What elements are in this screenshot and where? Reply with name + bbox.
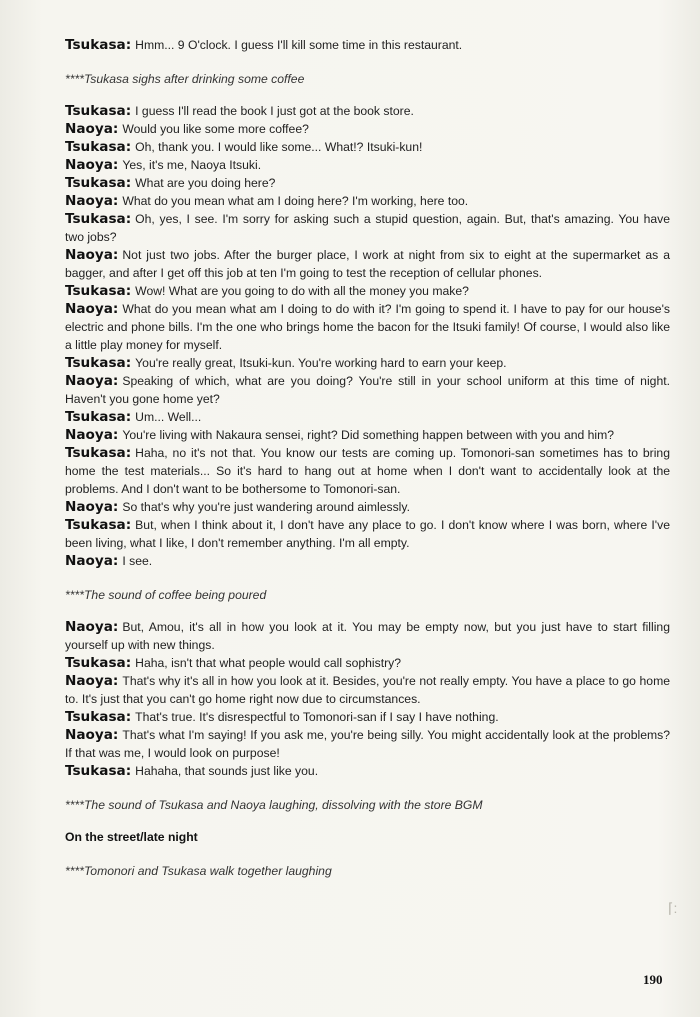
dialogue-line [65, 552, 670, 570]
dialogue-text: What are you doing here? [135, 176, 276, 190]
dialogue-line [65, 282, 670, 300]
speaker-name: Naoya: [65, 499, 119, 515]
stage-note: ****Tomonori and Tsukasa walk together laughing [65, 864, 332, 878]
dialogue-line [65, 102, 670, 120]
speaker-name: Tsukasa: [65, 103, 132, 119]
dialogue-line [65, 192, 670, 210]
speaker-name: Naoya: [65, 373, 119, 389]
speaker-name: Naoya: [65, 121, 119, 137]
speaker-name: Tsukasa: [65, 763, 132, 779]
dialogue-line [65, 444, 670, 498]
dialogue-text: That's true. It's disrespectful to Tomonori-san if I say I have nothing. [135, 710, 499, 724]
dialogue-text: Would you like some more coffee? [122, 122, 309, 136]
speaker-name: Naoya: [65, 157, 119, 173]
speaker-name: Naoya: [65, 193, 119, 209]
speaker-name: Tsukasa: [65, 175, 132, 191]
stage-note: ****The sound of coffee being poured [65, 588, 267, 602]
dialogue-line [65, 672, 670, 708]
dialogue-line [65, 156, 670, 174]
dialogue-text: Speaking of which, what are you doing? You're still in your school uniform at this time of night. Haven't you gone home yet? [65, 374, 670, 406]
script-body [65, 36, 670, 894]
speaker-name: Naoya: [65, 427, 119, 443]
dialogue-text: That's what I'm saying! If you ask me, you're being silly. You might accidentally look at the problems? If that was me, I would look on purpose! [65, 728, 670, 760]
speaker-name: Naoya: [65, 301, 119, 317]
dialogue-line [65, 138, 670, 156]
speaker-name: Tsukasa: [65, 283, 132, 299]
scan-mark: ⌈: [668, 900, 678, 916]
dialogue-text: Hmm... 9 O'clock. I guess I'll kill some time in this restaurant. [135, 38, 463, 52]
speaker-name: Tsukasa: [65, 517, 132, 533]
dialogue-text: Hahaha, that sounds just like you. [135, 764, 319, 778]
dialogue-text: Yes, it's me, Naoya Itsuki. [122, 158, 262, 172]
dialogue-text: Oh, yes, I see. I'm sorry for asking such a stupid question, again. But, that's amazing. You have two jobs? [65, 212, 670, 244]
speaker-name: Tsukasa: [65, 409, 132, 425]
dialogue-text: That's why it's all in how you look at it. Besides, you're not really empty. You have a place to go home to. It's just that you can't go home right now due to circumstances. [65, 674, 670, 706]
dialogue-line [65, 618, 670, 654]
dialogue-line [65, 426, 670, 444]
dialogue-text: I see. [122, 554, 153, 568]
dialogue-text: Haha, no it's not that. You know our tests are coming up. Tomonori-san sometimes has to bring home the test materials... So it's hard to hang out at home when I don't want to accidentally look at the problems. And I don't want to be bothersome to Tomonori-san. [65, 446, 670, 496]
dialogue-text: So that's why you're just wandering around aimlessly. [122, 500, 410, 514]
dialogue-line [65, 516, 670, 552]
speaker-name: Tsukasa: [65, 355, 132, 371]
dialogue-line [65, 372, 670, 408]
dialogue-text: Haha, isn't that what people would call sophistry? [135, 656, 402, 670]
speaker-name: Tsukasa: [65, 709, 132, 725]
stage-note: ****Tsukasa sighs after drinking some coffee [65, 72, 305, 86]
page-number: 190 [643, 972, 663, 987]
dialogue-line [65, 246, 670, 282]
speaker-name: Tsukasa: [65, 655, 132, 671]
dialogue-line [65, 354, 670, 372]
speaker-name: Tsukasa: [65, 445, 132, 461]
dialogue-text: You're living with Nakaura sensei, right? Did something happen between with you and him? [122, 428, 615, 442]
dialogue-line [65, 654, 670, 672]
dialogue-line [65, 300, 670, 354]
dialogue-text: You're really great, Itsuki-kun. You're working hard to earn your keep. [135, 356, 507, 370]
dialogue-line [65, 498, 670, 516]
speaker-name: Tsukasa: [65, 211, 132, 227]
speaker-name: Naoya: [65, 619, 119, 635]
dialogue-text: I guess I'll read the book I just got at the book store. [135, 104, 414, 118]
speaker-name: Tsukasa: [65, 37, 132, 53]
dialogue-line [65, 174, 670, 192]
dialogue-text: Not just two jobs. After the burger place, I work at night from six to eight at the supermarket as a bagger, and after I get off this job at ten I'm going to test the reception of cellular phones. [65, 248, 670, 280]
dialogue-text: Um... Well... [135, 410, 202, 424]
speaker-name: Naoya: [65, 727, 119, 743]
dialogue-text: Oh, thank you. I would like some... What!? Itsuki-kun! [135, 140, 423, 154]
dialogue-text: But, when I think about it, I don't have any place to go. I don't know where I was born, where I've been living, what I like, I don't remember anything. I'm all empty. [65, 518, 670, 550]
dialogue-line [65, 762, 670, 780]
speaker-name: Naoya: [65, 553, 119, 569]
speaker-name: Naoya: [65, 673, 119, 689]
dialogue-text: Wow! What are you going to do with all the money you make? [135, 284, 469, 298]
dialogue-text: But, Amou, it's all in how you look at it. You may be empty now, but you just have to start filling yourself up with new things. [65, 620, 670, 652]
speaker-name: Tsukasa: [65, 139, 132, 155]
dialogue-line [65, 408, 670, 426]
speaker-name: Naoya: [65, 247, 119, 263]
scene-heading: On the street/late night [65, 830, 198, 844]
dialogue-text: What do you mean what am I doing here? I'm working, here too. [122, 194, 469, 208]
dialogue-line [65, 120, 670, 138]
dialogue-line [65, 210, 670, 246]
dialogue-line [65, 708, 670, 726]
stage-note: ****The sound of Tsukasa and Naoya laughing, dissolving with the store BGM [65, 798, 483, 812]
dialogue-line [65, 36, 670, 54]
dialogue-text: What do you mean what am I doing to do with it? I'm going to spend it. I have to pay for our house's electric and phone bills. I'm the one who brings home the bacon for the Itsuki family! Of course, I would also like a little play money for myself. [65, 302, 670, 352]
dialogue-line [65, 726, 670, 762]
